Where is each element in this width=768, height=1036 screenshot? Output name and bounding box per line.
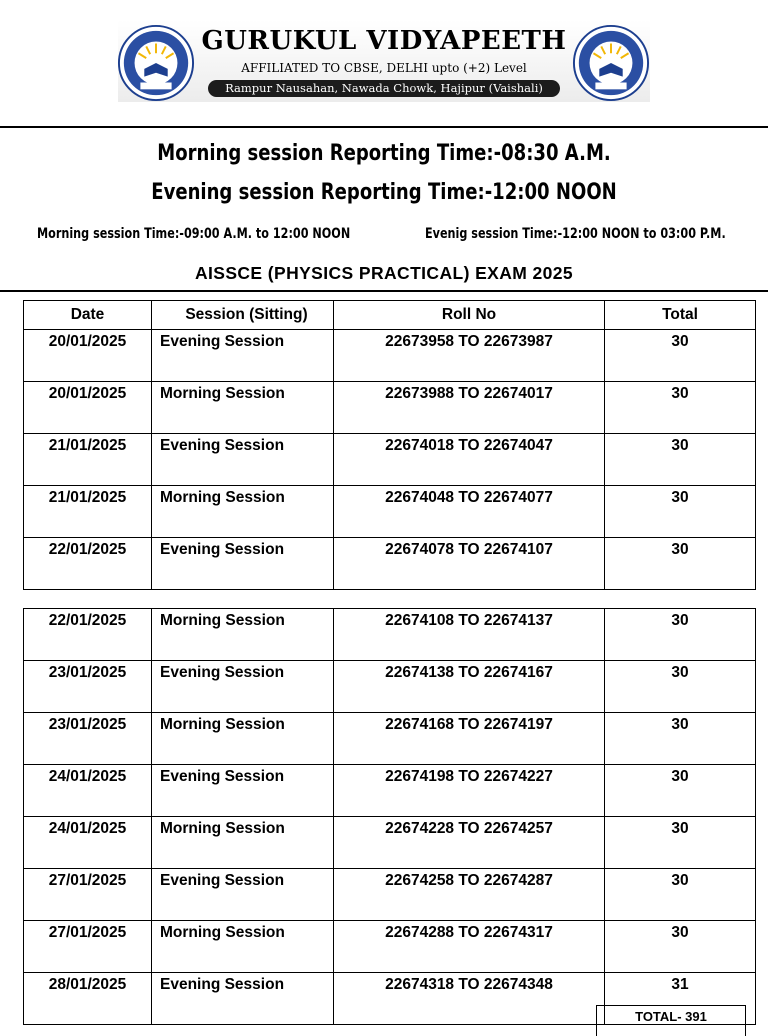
total-cell: 30 <box>605 765 756 817</box>
table-row <box>24 869 756 921</box>
session-cell: Morning Session <box>152 817 334 869</box>
session-cell: Morning Session <box>152 486 334 538</box>
total-cell: 30 <box>605 921 756 973</box>
date-cell: 21/01/2025 <box>24 486 152 538</box>
session-cell: Evening Session <box>152 869 334 921</box>
session-cell: Evening Session <box>152 973 334 1025</box>
session-cell: Morning Session <box>152 713 334 765</box>
affiliation-line: AFFILIATED TO CBSE, DELHI upto (+2) Level <box>241 61 527 75</box>
total-cell: 30 <box>605 382 756 434</box>
table-row <box>24 713 756 765</box>
morning-reporting-time: Morning session Reporting Time:-08:30 A.M. <box>157 141 611 166</box>
session-cell: Evening Session <box>152 765 334 817</box>
total-cell: 30 <box>605 713 756 765</box>
school-crest-icon <box>117 24 195 102</box>
roll-no-cell: 22674258 TO 22674287 <box>334 869 605 921</box>
total-cell: 30 <box>605 538 756 590</box>
table-row <box>24 434 756 486</box>
date-cell: 22/01/2025 <box>24 538 152 590</box>
school-crest-icon <box>572 24 650 102</box>
date-cell: 23/01/2025 <box>24 661 152 713</box>
roll-no-cell: 22674138 TO 22674167 <box>334 661 605 713</box>
schedule-table-2 <box>23 608 756 1025</box>
table-header-row <box>24 301 756 330</box>
roll-no-cell: 22674318 TO 22674348 <box>334 973 605 1025</box>
roll-no-cell: 22673988 TO 22674017 <box>334 382 605 434</box>
table-row <box>24 538 756 590</box>
date-cell: 23/01/2025 <box>24 713 152 765</box>
roll-no-cell: 22674018 TO 22674047 <box>334 434 605 486</box>
total-cell: 30 <box>605 609 756 661</box>
session-cell: Morning Session <box>152 921 334 973</box>
column-header-roll-no: Roll No <box>334 301 605 330</box>
column-header-total: Total <box>605 301 756 330</box>
title-divider <box>0 290 768 292</box>
roll-no-cell: 22674078 TO 22674107 <box>334 538 605 590</box>
date-cell: 21/01/2025 <box>24 434 152 486</box>
exam-title: AISSCE (PHYSICS PRACTICAL) EXAM 2025 <box>194 263 574 283</box>
total-cell: 30 <box>605 486 756 538</box>
date-cell: 22/01/2025 <box>24 609 152 661</box>
date-cell: 27/01/2025 <box>24 869 152 921</box>
roll-no-cell: 22673958 TO 22673987 <box>334 330 605 382</box>
roll-no-cell: 22674108 TO 22674137 <box>334 609 605 661</box>
total-cell: 30 <box>605 817 756 869</box>
total-cell: 30 <box>605 434 756 486</box>
table-row <box>24 609 756 661</box>
session-cell: Morning Session <box>152 382 334 434</box>
total-cell: 30 <box>605 330 756 382</box>
total-cell: 30 <box>605 869 756 921</box>
table-row <box>24 330 756 382</box>
schedule-table-1 <box>23 300 756 590</box>
column-header-session: Session (Sitting) <box>152 301 334 330</box>
roll-no-cell: 22674228 TO 22674257 <box>334 817 605 869</box>
table-row <box>24 382 756 434</box>
evening-session-timing: Evenig session Time:-12:00 NOON to 03:00 P.M. <box>425 226 726 242</box>
session-cell: Evening Session <box>152 330 334 382</box>
table-row <box>24 817 756 869</box>
table-row <box>24 765 756 817</box>
column-header-date: Date <box>24 301 152 330</box>
session-cell: Evening Session <box>152 538 334 590</box>
total-cell: 31 <box>605 973 756 1025</box>
date-cell: 20/01/2025 <box>24 330 152 382</box>
roll-no-cell: 22674198 TO 22674227 <box>334 765 605 817</box>
session-cell: Evening Session <box>152 434 334 486</box>
header-divider <box>0 126 768 128</box>
roll-no-cell: 22674168 TO 22674197 <box>334 713 605 765</box>
total-cell: 30 <box>605 661 756 713</box>
table-row <box>24 661 756 713</box>
morning-session-timing: Morning session Time:-09:00 A.M. to 12:00 NOON <box>37 226 351 242</box>
roll-no-cell: 22674288 TO 22674317 <box>334 921 605 973</box>
date-cell: 24/01/2025 <box>24 765 152 817</box>
table-row <box>24 486 756 538</box>
table-row <box>24 921 756 973</box>
date-cell: 28/01/2025 <box>24 973 152 1025</box>
date-cell: 20/01/2025 <box>24 382 152 434</box>
address-banner: Rampur Nausahan, Nawada Chowk, Hajipur (Vaishali) <box>208 80 560 97</box>
school-name: GURUKUL VIDYAPEETH <box>201 26 567 56</box>
evening-reporting-time: Evening session Reporting Time:-12:00 NOON <box>151 180 617 205</box>
session-cell: Evening Session <box>152 661 334 713</box>
date-cell: 24/01/2025 <box>24 817 152 869</box>
session-cell: Morning Session <box>152 609 334 661</box>
date-cell: 27/01/2025 <box>24 921 152 973</box>
grand-total: TOTAL- 391 <box>596 1005 746 1036</box>
roll-no-cell: 22674048 TO 22674077 <box>334 486 605 538</box>
